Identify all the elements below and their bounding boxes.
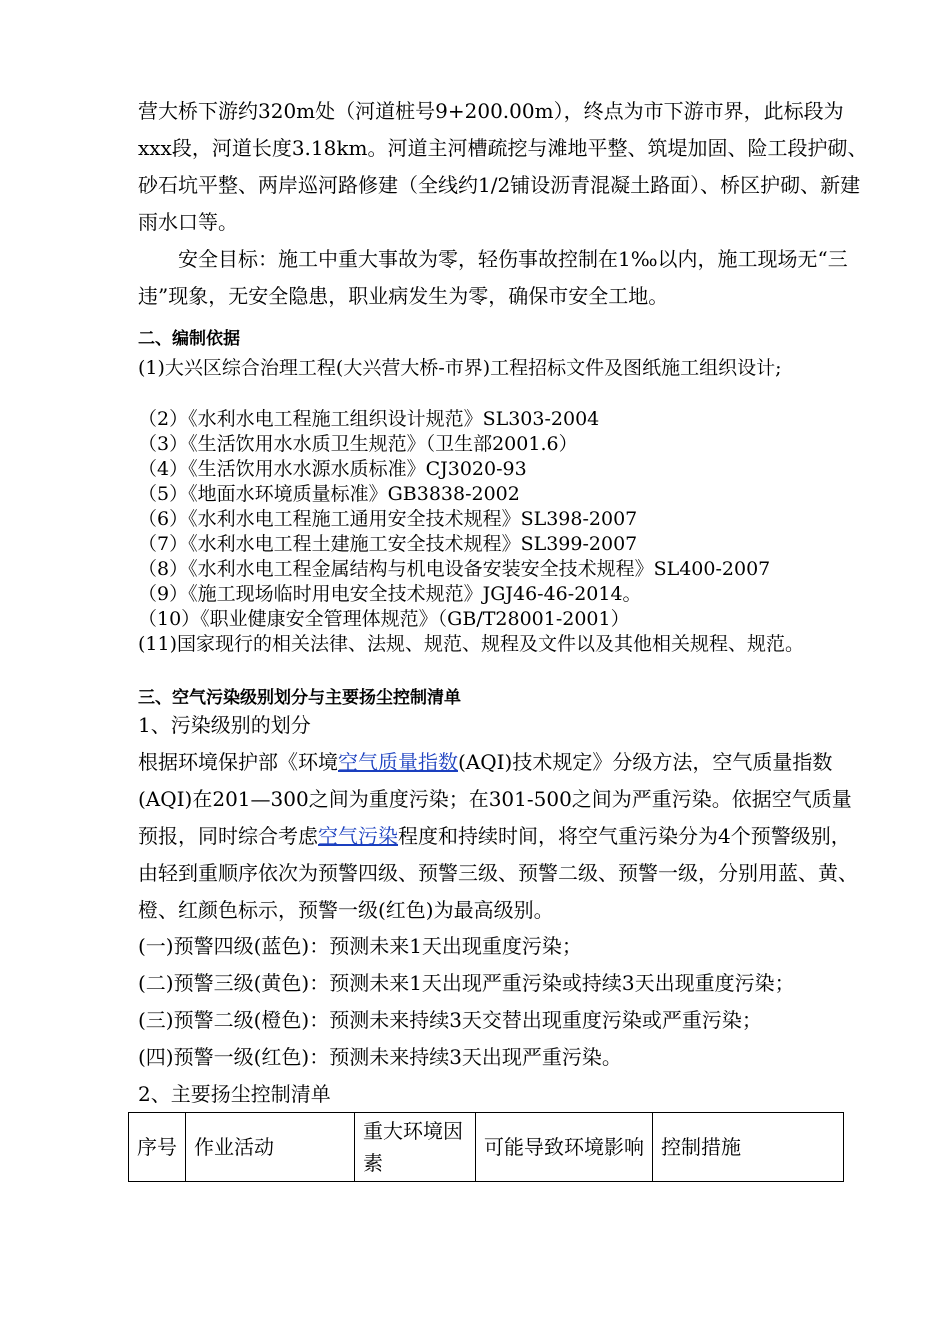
section-heading-basis: 二、编制依据 — [138, 329, 240, 349]
reference-item: （7）《水利水电工程土建施工安全技术规程》SL399-2007 — [138, 533, 638, 555]
reference-item: （5）《地面水环境质量标准》GB3838-2002 — [138, 483, 520, 505]
link-air-pollution[interactable]: 空气污染 — [318, 824, 398, 848]
table-header-cell: 重大环境因素 — [355, 1113, 476, 1182]
table-header-cell: 控制措施 — [653, 1113, 844, 1182]
reference-item: (1)大兴区综合治理工程(大兴营大桥-市界)工程招标文件及图纸施工组织设计; — [138, 357, 782, 379]
safety-goal-paragraph: 安全目标：施工中重大事故为零，轻伤事故控制在1‰以内，施工现场无“三违”现象，无安全隐患，职业病发生为零，确保市安全工地。 — [138, 247, 848, 308]
warning-level-item: (二)预警三级(黄色)：预测未来1天出现严重污染或持续3天出现重度污染； — [138, 971, 795, 995]
dust-control-table — [128, 1112, 844, 1182]
warning-level-item: (一)预警四级(蓝色)：预测未来1天出现重度污染； — [138, 934, 582, 958]
warning-level-item: (三)预警二级(橙色)：预测未来持续3天交替出现重度污染或严重污染； — [138, 1008, 762, 1032]
link-air-quality-index[interactable]: 空气质量指数 — [338, 750, 458, 774]
table-header-cell: 作业活动 — [186, 1113, 355, 1182]
aqi-text-c: 程度和持续时间，将空气重污染分为4个预警级别，由轻到重顺序依次为预警四级、预警三级、预警二级、预警一级，分别用蓝、黄、橙、红颜色标示，预警一级(红色)为最高级别。 — [138, 824, 858, 922]
aqi-text-b: (AQI)技术规定》分级方法，空气质量指数(AQI)在201—300之间为重度污染；在301-500之间为严重污染。依据空气质量预报，同时综合考虑 — [138, 750, 852, 848]
reference-item: （2）《水利水电工程施工组织设计规范》SL303-2004 — [138, 408, 600, 430]
subheading-dust-list: 2、主要扬尘控制清单 — [138, 1082, 331, 1106]
reference-item: （9）《施工现场临时用电安全技术规范》JGJ46-46-2014。 — [138, 583, 642, 605]
table-header-cell: 序号 — [129, 1113, 186, 1182]
reference-item: （8）《水利水电工程金属结构与机电设备安装安全技术规程》SL400-2007 — [138, 558, 771, 580]
reference-item: （3）《生活饮用水水质卫生规范》（卫生部2001.6） — [138, 433, 578, 455]
subheading-levels: 1、污染级别的划分 — [138, 713, 311, 737]
aqi-text-a: 根据环境保护部《环境 — [138, 750, 338, 774]
reference-item: （4）《生活饮用水水源水质标准》CJ3020-93 — [138, 458, 527, 480]
section-heading-pollution: 三、空气污染级别划分与主要扬尘控制清单 — [138, 688, 461, 708]
table-header-cell: 可能导致环境影响 — [476, 1113, 653, 1182]
reference-item: (11)国家现行的相关法律、法规、规范、规程及文件以及其他相关规程、规范。 — [138, 633, 805, 655]
intro-paragraph: 营大桥下游约320m处（河道桩号9+200.00m），终点为市下游市界，此标段为xxx段，河道长度3.18km。河道主河槽疏挖与滩地平整、筑堤加固、险工段护砌、砂石坑平整、两岸巡河路修建（全线约1/2铺设沥青混凝土路面）、桥区护砌、新建雨水口等。 — [138, 99, 868, 234]
aqi-paragraph — [138, 744, 868, 929]
table-header-row — [129, 1113, 844, 1182]
warning-level-item: (四)预警一级(红色)：预测未来持续3天出现严重污染。 — [138, 1045, 622, 1069]
reference-item: （10）《职业健康安全管理体规范》（GB/T28001-2001） — [138, 608, 630, 630]
reference-item: （6）《水利水电工程施工通用安全技术规程》SL398-2007 — [138, 508, 638, 530]
